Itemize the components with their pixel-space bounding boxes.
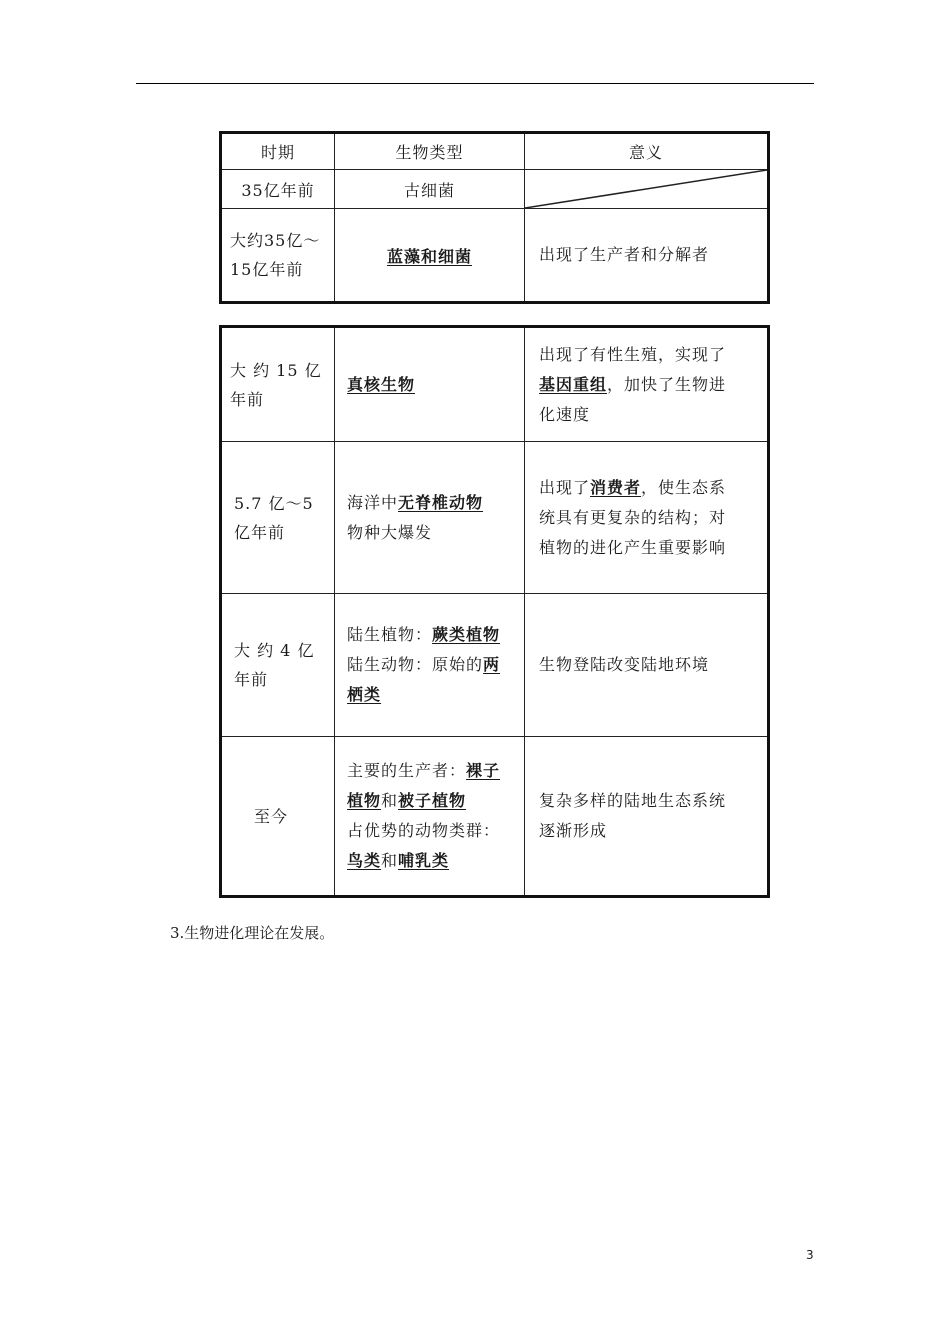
table-row [221, 209, 769, 303]
table-row [221, 737, 769, 897]
period-cell: 大约35亿～ 15亿年前 [221, 209, 335, 303]
key-term: 植物 [347, 791, 382, 810]
key-term: 消费者 [590, 477, 642, 497]
period-cell: 5.7 亿～5 亿年前 [221, 442, 335, 594]
page-number: 3 [806, 1248, 814, 1262]
key-term: 蕨类植物 [432, 625, 501, 644]
key-term: 栖类 [347, 685, 382, 704]
type-cell: 海洋中无脊椎动物 物种大爆发 [335, 442, 525, 594]
evolution-table-part-2 [219, 325, 770, 898]
key-term: 真核生物 [347, 374, 416, 394]
header-type: 生物类型 [335, 133, 525, 170]
meaning-cell: 出现了有性生殖，实现了 基因重组，加快了生物进 化速度 [525, 327, 769, 442]
key-term: 哺乳类 [398, 851, 450, 870]
table-row [221, 594, 769, 737]
meaning-cell: 出现了生产者和分解者 [525, 209, 769, 303]
type-cell: 主要的生产者：裸子 植物和被子植物 占优势的动物类群： 鸟类和哺乳类 [335, 737, 525, 897]
period-cell: 大 约 15 亿 年前 [221, 327, 335, 442]
table-header-row [221, 133, 769, 170]
type-cell [335, 327, 525, 442]
table-row [221, 442, 769, 594]
diagonal-empty-cell [525, 170, 769, 209]
meaning-cell: 出现了消费者，使生态系 统具有更复杂的结构；对 植物的进化产生重要影响 [525, 442, 769, 594]
table-row [221, 327, 769, 442]
section-heading: 3.生物进化理论在发展。 [170, 924, 335, 942]
header-meaning: 意义 [525, 133, 769, 170]
type-cell: 陆生植物：蕨类植物 陆生动物：原始的两 栖类 [335, 594, 525, 737]
key-term: 鸟类 [347, 851, 382, 870]
type-cell: 古细菌 [335, 170, 525, 209]
key-term: 蓝藻和细菌 [386, 246, 472, 266]
meaning-cell: 复杂多样的陆地生态系统 逐渐形成 [525, 737, 769, 897]
meaning-cell: 生物登陆改变陆地环境 [525, 594, 769, 737]
period-cell: 至今 [221, 737, 335, 897]
key-term: 被子植物 [398, 791, 467, 810]
header-period: 时期 [221, 133, 335, 170]
key-term: 裸子 [466, 761, 501, 780]
table-row [221, 170, 769, 209]
key-term: 无脊椎动物 [398, 492, 484, 512]
type-cell [335, 209, 525, 303]
period-cell: 35亿年前 [221, 170, 335, 209]
period-cell: 大 约 4 亿 年前 [221, 594, 335, 737]
key-term: 两 [483, 655, 501, 674]
header-rule [136, 83, 814, 84]
diagonal-line [525, 170, 767, 208]
key-term: 基因重组 [539, 374, 608, 394]
evolution-table-part-1 [219, 131, 770, 304]
